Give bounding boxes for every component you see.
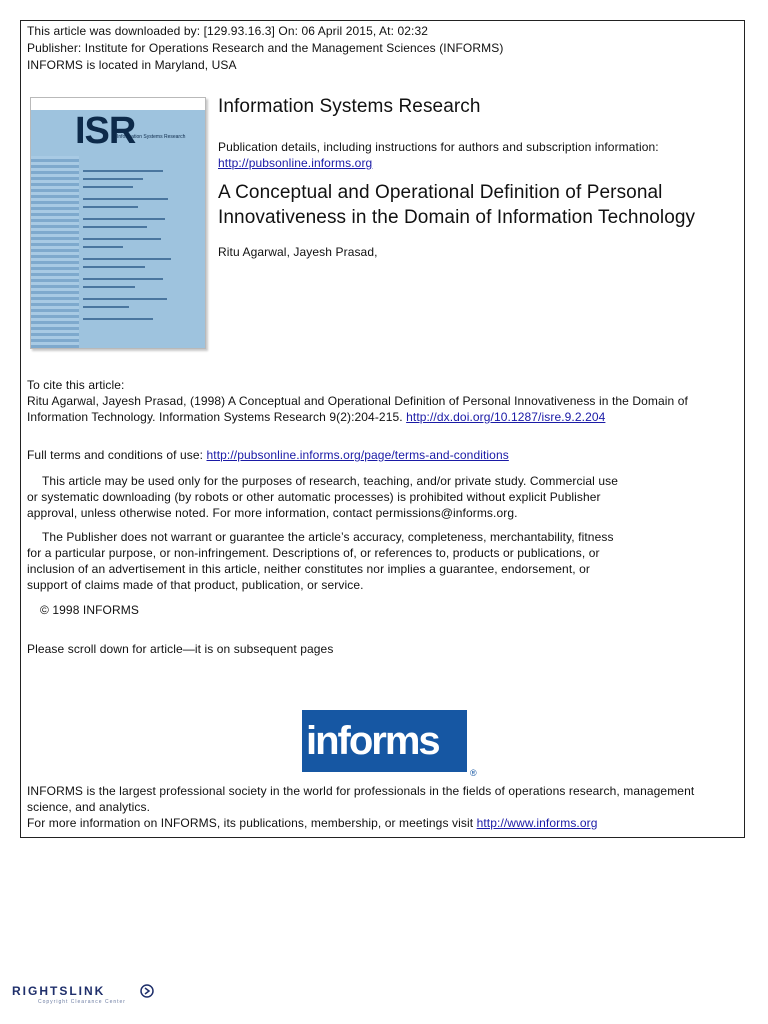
disclaimer-line-2: for a particular purpose, or non-infringement. Descriptions of, or references to, products or publications, or <box>27 546 600 560</box>
article-authors: Ritu Agarwal, Jayesh Prasad, <box>218 245 378 259</box>
usage-paragraph-line-1: This article may be used only for the purposes of research, teaching, and/or private study. Commercial use <box>42 474 618 488</box>
cover-subtitle: Information Systems Research <box>117 134 186 140</box>
journal-name: Information Systems Research <box>218 96 481 117</box>
disclaimer-line-4: support of claims made of that product, publication, or service. <box>27 578 364 592</box>
article-title-line-1: A Conceptual and Operational Definition of Personal <box>218 182 663 203</box>
journal-cover-image <box>30 97 206 349</box>
citation-text: Information Technology. Information Systems Research 9(2):204-215. <box>27 410 407 424</box>
publication-details: Publication details, including instructions for authors and subscription information: <box>218 140 659 154</box>
terms-line <box>27 448 509 463</box>
disclaimer-line-3: inclusion of an advertisement in this article, neither constitutes nor implies a guarantee, endorsement, or <box>27 562 590 576</box>
cover-pattern <box>31 156 79 348</box>
cite-label: To cite this article: <box>27 378 125 392</box>
terms-label: Full terms and conditions of use: <box>27 448 207 462</box>
informs-website-link[interactable]: http://www.informs.org <box>476 816 598 830</box>
disclaimer-line-1: The Publisher does not warrant or guarantee the article’s accuracy, completeness, merchantability, fitness <box>42 530 614 544</box>
download-info: This article was downloaded by: [129.93.16.3] On: 06 April 2015, At: 02:32 <box>27 24 428 38</box>
footer-line-3 <box>27 816 598 831</box>
terms-link[interactable]: http://pubsonline.informs.org/page/terms-and-conditions <box>206 448 509 462</box>
rightslink-arrow-icon <box>140 984 154 998</box>
article-title-line-2: Innovativeness in the Domain of Information Technology <box>218 207 696 228</box>
citation-line-1: Ritu Agarwal, Jayesh Prasad, (1998) A Conceptual and Operational Definition of Personal Innovativeness in the Domain of <box>27 394 688 408</box>
doi-link[interactable]: http://dx.doi.org/10.1287/isre.9.2.204 <box>406 410 606 424</box>
footer-line-1: INFORMS is the largest professional society in the world for professionals in the fields of operations research, management <box>27 784 695 798</box>
cover-top-band <box>31 98 205 110</box>
footer-text: For more information on INFORMS, its publications, membership, or meetings visit <box>27 816 477 830</box>
rightslink-logo: RIGHTSLINK <box>12 984 106 998</box>
usage-paragraph-line-2: or systematic downloading (by robots or other automatic processes) is prohibited without explicit Publisher <box>27 490 601 504</box>
scroll-note: Please scroll down for article—it is on subsequent pages <box>27 642 334 656</box>
publication-link[interactable]: http://pubsonline.informs.org <box>218 156 373 170</box>
informs-logo <box>302 710 467 772</box>
footer-line-2: science, and analytics. <box>27 800 151 814</box>
publisher-location: INFORMS is located in Maryland, USA <box>27 58 237 72</box>
registered-mark: ® <box>470 768 477 778</box>
copyright: © 1998 INFORMS <box>40 603 139 617</box>
usage-paragraph-line-3: approval, unless otherwise noted. For more information, contact permissions@informs.org. <box>27 506 518 520</box>
cover-logo: ISR <box>75 110 136 152</box>
informs-logo-text: informs <box>306 719 439 763</box>
citation-line-2 <box>27 410 605 425</box>
publisher-info: Publisher: Institute for Operations Research and the Management Sciences (INFORMS) <box>27 41 504 55</box>
rightslink-subtitle: Copyright Clearance Center <box>38 999 126 1005</box>
